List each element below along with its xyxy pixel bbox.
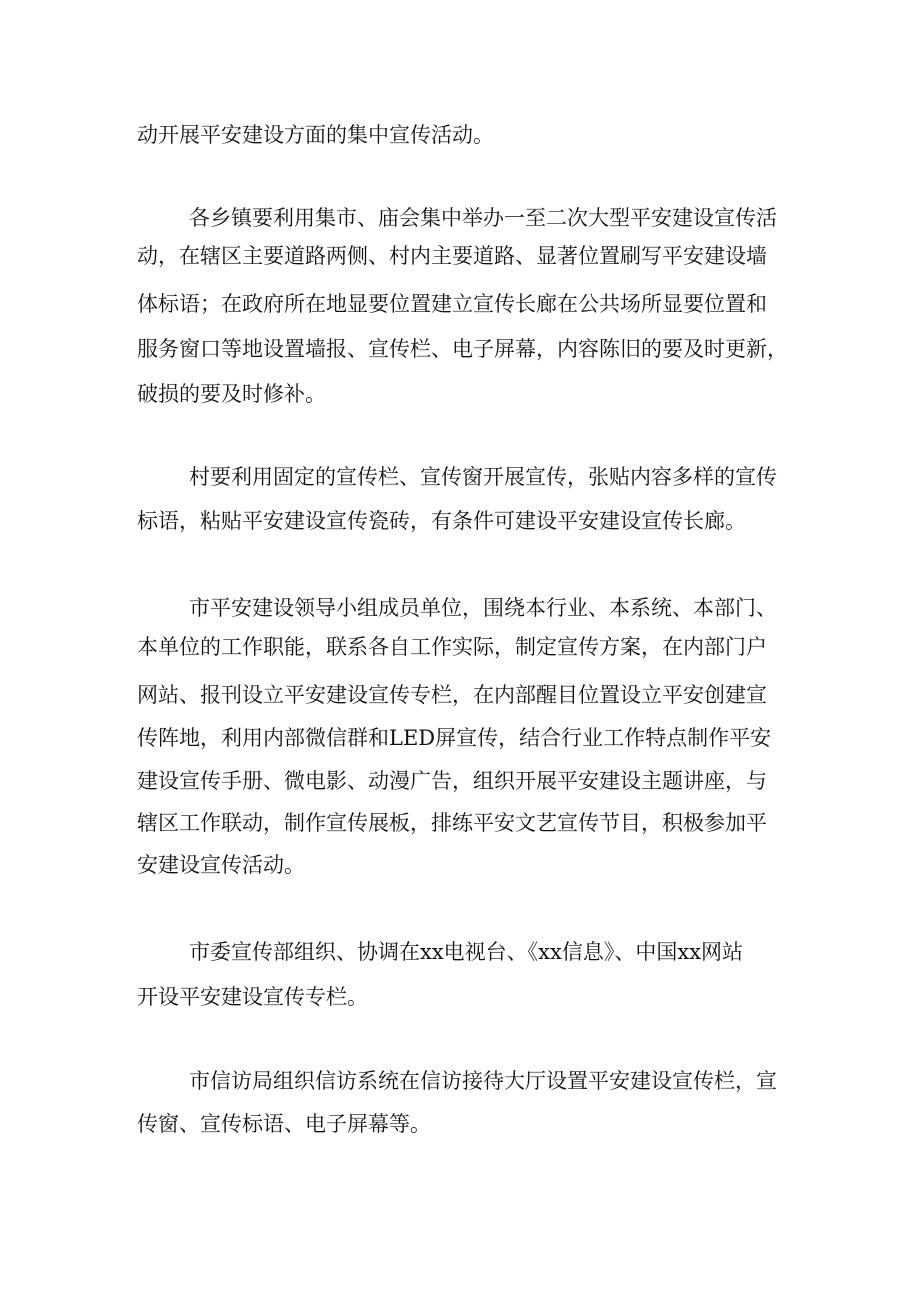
paragraph-4-line-1: 市平安建设领导小组成员单位，围绕本行业、本系统、本部门、 [189, 596, 777, 620]
paragraph-2-line-4: 服务窗口等地设置墙报、宣传栏、电子屏幕，内容陈旧的要及时更新， [137, 337, 788, 361]
paragraph-4-line-5: 建设宣传手册、微电影、动漫广告，组织开展平安建设主题讲座，与 [137, 769, 767, 793]
paragraph-1-line-1: 动开展平安建设方面的集中宣传活动。 [137, 123, 494, 147]
paragraph-4-line-2: 本单位的工作职能，联系各自工作实际，制定宣传方案，在内部门户 [137, 635, 767, 659]
paragraph-4-line-4: 传阵地，利用内部微信群和LED屏宣传，结合行业工作特点制作平安 [137, 726, 772, 750]
paragraph-2-line-5: 破损的要及时修补。 [137, 382, 326, 406]
paragraph-6-line-1: 市信访局组织信访系统在信访接待大厅设置平安建设宣传栏，宣 [189, 1069, 777, 1093]
paragraph-4-line-3: 网站、报刊设立平安建设宣传专栏，在内部醒目位置设立平安创建宣 [137, 683, 767, 707]
paragraph-2-line-3: 体标语；在政府所在地显要位置建立宣传长廊在公共场所显要位置和 [137, 292, 767, 316]
paragraph-3-line-1: 村要利用固定的宣传栏、宣传窗开展宣传，张贴内容多样的宣传 [189, 465, 777, 489]
paragraph-6-line-2: 传窗、宣传标语、电子屏幕等。 [137, 1112, 431, 1136]
paragraph-2-line-1: 各乡镇要利用集市、庙会集中举办一至二次大型平安建设宣传活 [189, 206, 777, 230]
paragraph-2-line-2: 动，在辖区主要道路两侧、村内主要道路、显著位置刷写平安建设墙 [137, 244, 767, 268]
paragraph-3-line-2: 标语，粘贴平安建设宣传瓷砖，有条件可建设平安建设宣传长廊。 [137, 509, 746, 533]
paragraph-4-line-7: 安建设宣传活动。 [137, 853, 305, 877]
paragraph-5-line-1: 市委宣传部组织、协调在xx电视台、《xx信息》、中国xx网站 [189, 940, 744, 964]
paragraph-4-line-6: 辖区工作联动，制作宣传展板，排练平安文艺宣传节目，积极参加平 [137, 811, 767, 835]
paragraph-5-line-2: 开设平安建设宣传专栏。 [137, 985, 368, 1009]
